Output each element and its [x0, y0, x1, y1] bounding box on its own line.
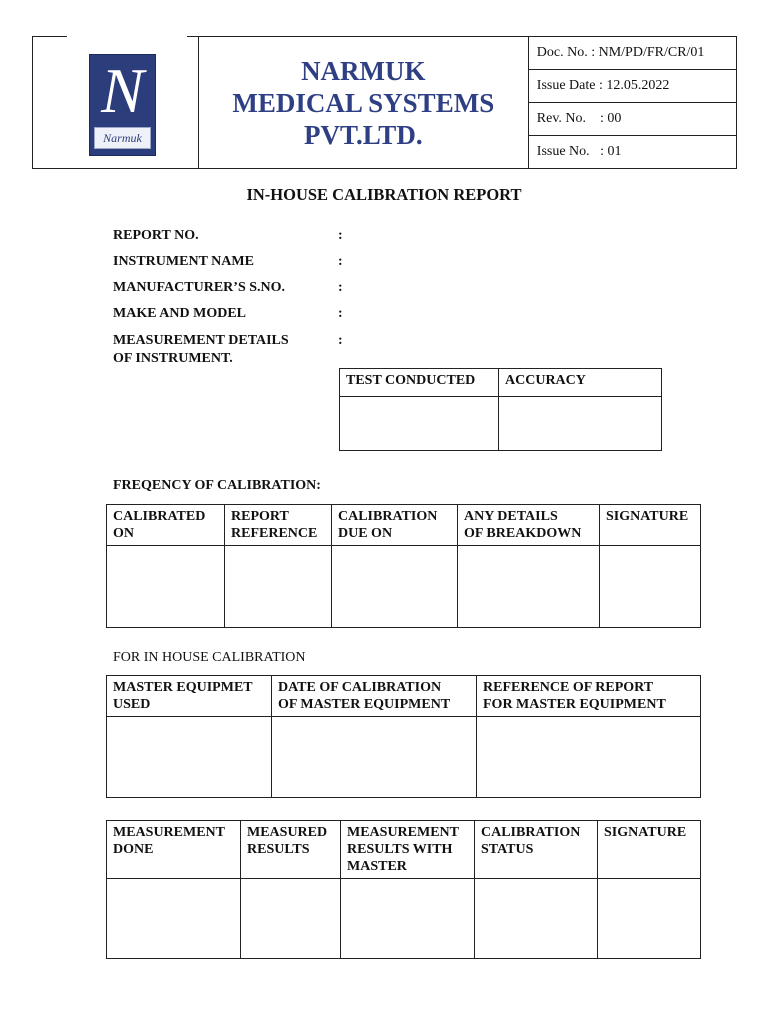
field-manufacturer-sno: MANUFACTURER’S S.NO.	[113, 280, 286, 295]
document-header	[32, 36, 737, 169]
header-master-equipment-used: MASTER EQUIPMET USED	[107, 676, 272, 717]
field-instrument-name-colon: :	[338, 254, 343, 269]
header-measurement-signature: SIGNATURE	[598, 821, 701, 879]
header-master-report-reference: REFERENCE OF REPORT FOR MASTER EQUIPMENT	[477, 676, 701, 717]
frequency-table	[106, 504, 701, 628]
logo-text: Narmuk	[94, 127, 151, 149]
report-title: IN-HOUSE CALIBRATION REPORT	[246, 185, 522, 204]
header-accuracy: ACCURACY	[499, 369, 662, 397]
measurement-signature-cell[interactable]	[598, 879, 701, 959]
logo-cell	[33, 37, 199, 169]
header-calibration-due-on: CALIBRATION DUE ON	[332, 505, 458, 546]
frequency-label: FREQENCY OF CALIBRATION:	[113, 478, 321, 493]
issue-no-cell	[528, 136, 736, 169]
header-border-gap	[67, 35, 187, 38]
accuracy-cell[interactable]	[499, 397, 662, 451]
company-line-2: MEDICAL SYSTEMS	[232, 87, 495, 118]
header-report-reference: REPORT REFERENCE	[225, 505, 332, 546]
master-report-reference-cell[interactable]	[477, 717, 701, 798]
company-name	[198, 37, 528, 169]
issue-date: Issue Date : 12.05.2022	[536, 78, 670, 93]
field-make-model-colon: :	[338, 306, 343, 321]
issue-date-cell	[528, 70, 736, 103]
test-conducted-cell[interactable]	[340, 397, 499, 451]
inhouse-label: FOR IN HOUSE CALIBRATION	[113, 650, 306, 665]
results-with-master-cell[interactable]	[341, 879, 475, 959]
field-instrument-name: INSTRUMENT NAME	[113, 254, 254, 269]
master-equipment-cell[interactable]	[107, 717, 272, 798]
logo-letter: N	[101, 55, 144, 126]
field-make-model: MAKE AND MODEL	[113, 306, 246, 321]
calibration-status-cell[interactable]	[475, 879, 598, 959]
report-reference-cell[interactable]	[225, 546, 332, 628]
breakdown-details-cell[interactable]	[458, 546, 600, 628]
header-measurement-done: MEASUREMENT DONE	[107, 821, 241, 879]
field-manufacturer-sno-colon: :	[338, 280, 343, 295]
field-report-no: REPORT NO.	[113, 228, 199, 243]
company-line-3: PVT.LTD.	[304, 119, 423, 150]
measurement-table	[106, 820, 701, 959]
header-test-conducted: TEST CONDUCTED	[340, 369, 499, 397]
field-measurement-details	[113, 332, 289, 368]
field-measurement-details-colon: :	[338, 333, 343, 348]
rev-no-cell	[528, 103, 736, 136]
field-measurement-details-line2: OF INSTRUMENT.	[113, 351, 233, 366]
master-calibration-date-cell[interactable]	[272, 717, 477, 798]
field-measurement-details-line1: MEASUREMENT DETAILS	[113, 333, 289, 348]
header-calibrated-on: CALIBRATED ON	[107, 505, 225, 546]
signature-cell[interactable]	[600, 546, 701, 628]
doc-no: Doc. No. : NM/PD/FR/CR/01	[536, 45, 705, 60]
calibration-due-cell[interactable]	[332, 546, 458, 628]
issue-no: Issue No. : 01	[536, 144, 622, 159]
measured-results-cell[interactable]	[241, 879, 341, 959]
header-date-of-master-calibration: DATE OF CALIBRATION OF MASTER EQUIPMENT	[272, 676, 477, 717]
header-measured-results: MEASURED RESULTS	[241, 821, 341, 879]
company-line-1: NARMUK	[301, 55, 426, 86]
header-results-with-master: MEASUREMENT RESULTS WITH MASTER	[341, 821, 475, 879]
test-accuracy-table	[339, 368, 662, 451]
measurement-done-cell[interactable]	[107, 879, 241, 959]
header-details-of-breakdown: ANY DETAILS OF BREAKDOWN	[458, 505, 600, 546]
inhouse-table	[106, 675, 701, 798]
rev-no: Rev. No. : 00	[536, 111, 622, 126]
calibrated-on-cell[interactable]	[107, 546, 225, 628]
doc-no-cell	[528, 37, 736, 70]
company-logo	[89, 54, 156, 156]
header-signature: SIGNATURE	[600, 505, 701, 546]
header-calibration-status: CALIBRATION STATUS	[475, 821, 598, 879]
field-report-no-colon: :	[338, 228, 343, 243]
